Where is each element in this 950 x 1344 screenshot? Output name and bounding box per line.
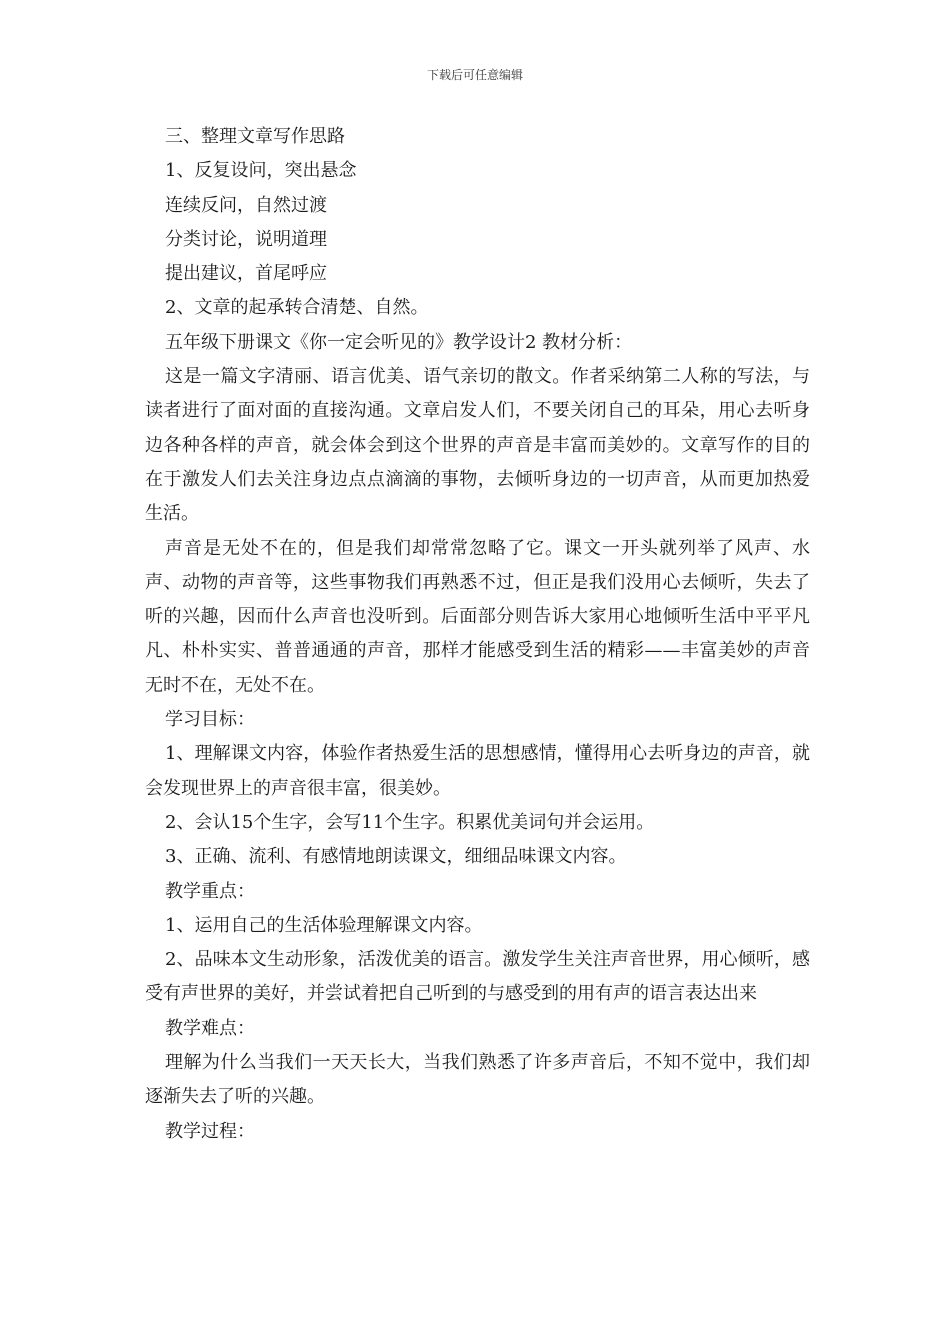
section-heading: 教学难点：	[165, 1017, 255, 1039]
list-item: 2、文章的起承转合清楚、自然。	[165, 297, 429, 319]
list-item: 分类讨论，说明道理	[165, 228, 327, 250]
page-header: 下载后可任意编辑	[426, 68, 523, 82]
section-heading: 教学过程：	[165, 1120, 255, 1142]
list-item: 2、会认15个生字，会写11个生字。积累优美词句并会运用。	[165, 811, 655, 833]
section-heading: 三、整理文章写作思路	[165, 126, 345, 147]
list-item: 3、正确、流利、有感情地朗读课文，细细品味课文内容。	[165, 846, 627, 868]
document-title-line: 五年级下册课文《你一定会听见的》教学设计2 教材分析：	[165, 331, 633, 353]
document-body	[145, 120, 810, 1149]
list-item: 1、运用自己的生活体验理解课文内容。	[165, 914, 483, 936]
body-paragraph: 这是一篇文字清丽、语言优美、语气亲切的散文。作者采纳第二人称的写法，与读者进行了面对面的直接沟通。文章启发人们，不要关闭自己的耳朵，用心去听身边各种各样的声音，就会体会到这个世界的声音是丰富而美妙的。文章写作的目的在于激发人们去关注身边点点滴滴的事物，去倾听身边的一切声音，从而更加热爱生活。	[145, 366, 810, 525]
section-heading: 学习目标：	[165, 709, 255, 731]
list-item: 提出建议，首尾呼应	[165, 263, 327, 285]
body-paragraph: 理解为什么当我们一天天长大，当我们熟悉了许多声音后，不知不觉中，我们却逐渐失去了听的兴趣。	[145, 1052, 810, 1108]
list-item: 1、理解课文内容，体验作者热爱生活的思想感情，懂得用心去听身边的声音，就会发现世界上的声音很丰富，很美妙。	[145, 743, 810, 799]
list-item: 连续反问，自然过渡	[165, 194, 327, 216]
list-item: 2、品味本文生动形象，活泼优美的语言。激发学生关注声音世界，用心倾听，感受有声世界的美好，并尝试着把自己听到的与感受到的用有声的语言表达出来	[145, 949, 810, 1005]
section-heading: 教学重点：	[165, 880, 255, 902]
list-item: 1、反复设问，突出悬念	[165, 160, 357, 182]
body-paragraph: 声音是无处不在的，但是我们却常常忽略了它。课文一开头就列举了风声、水声、动物的声音等，这些事物我们再熟悉不过，但正是我们没用心去倾听，失去了听的兴趣，因而什么声音也没听到。后面部分则告诉大家用心地倾听生活中平平凡凡、朴朴实实、普普通通的声音，那样才能感受到生活的精彩——丰富美妙的声音无时不在，无处不在。	[145, 537, 810, 696]
